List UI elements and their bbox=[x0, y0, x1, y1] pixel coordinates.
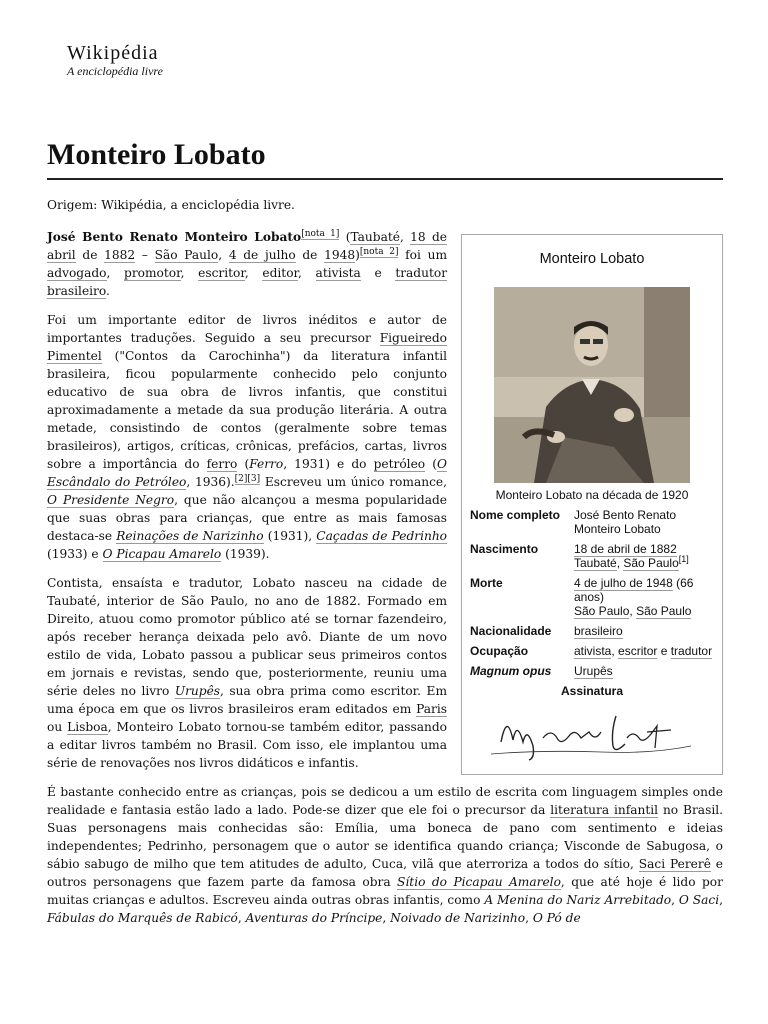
link-ativista[interactable]: ativista bbox=[315, 266, 361, 280]
link-sitio-picapau[interactable]: Sítio do Picapau Amarelo bbox=[397, 875, 561, 889]
link-literatura-infantil[interactable]: literatura infantil bbox=[550, 803, 659, 817]
infobox-row-nascimento: Nascimento 18 de abril de 1882 Taubaté, São Paulo[1] bbox=[470, 542, 689, 570]
link-editor[interactable]: editor bbox=[262, 266, 299, 280]
ref-1[interactable]: [1] bbox=[678, 554, 689, 564]
occupation-escritor-link[interactable]: escritor bbox=[618, 644, 658, 658]
link-urupes[interactable]: Urupês bbox=[174, 684, 221, 698]
origin-line: Origem: Wikipédia, a enciclopédia livre. bbox=[47, 198, 295, 212]
paragraph-4: É bastante conhecido entre as crianças, pois se dedicou a um estilo de escrita com linguagem simples onde realidade e fantasia estão lado a lado. Pode-se dizer que ele foi o precursor da literatura infantil no Brasil. Suas personagens mais conhecidas são: Emília, uma boneca de pano com sentimento e ideias independentes; Pedrinho, personagem que o autor se identifica quando criança; Visconde de Sabugosa, o sábio sabugo de milho que tem atitudes de adulto, Cuca, vilã que aterroriza a todos do sítio, Saci Pererê e outros personagens que fazem parte da famosa obra Sítio do Picapau Amarelo, que até hoje é lido por muitas crianças e adultos. Escreveu ainda outras obras infantis, como A Menina do Nariz Arrebitado, O Saci, Fábulas do Marquês de Rabicó, Aventuras do Príncipe, Noivado de Narizinho, O Pó de bbox=[47, 785, 723, 925]
site-name: Wikipédia bbox=[67, 42, 159, 64]
occupation-tradutor-link[interactable]: tradutor bbox=[670, 644, 713, 658]
link-taubate[interactable]: Taubaté bbox=[350, 230, 400, 244]
link-ferro[interactable]: ferro bbox=[206, 457, 238, 471]
signature-image[interactable] bbox=[481, 702, 703, 764]
portrait-photo[interactable] bbox=[494, 287, 690, 483]
death-date-link[interactable]: 4 de julho de 1948 bbox=[574, 576, 673, 590]
link-figueiredo-pimentel[interactable]: Figueiredo Pimentel bbox=[47, 331, 447, 363]
link-18-abril[interactable]: 18 de abril bbox=[47, 230, 447, 262]
link-picapau-amarelo[interactable]: O Picapau Amarelo bbox=[102, 547, 222, 561]
birth-city-link[interactable]: Taubaté bbox=[574, 556, 617, 570]
link-advogado[interactable]: advogado bbox=[47, 266, 107, 280]
note-2[interactable]: [nota 2] bbox=[359, 246, 399, 257]
site-tagline: A enciclopédia livre bbox=[67, 64, 163, 78]
death-state-link[interactable]: São Paulo bbox=[636, 604, 692, 618]
magnum-opus-link[interactable]: Urupês bbox=[574, 664, 613, 678]
infobox-row-ocupacao: Ocupação ativista, escritor e tradutor bbox=[470, 644, 713, 658]
link-1948[interactable]: 1948 bbox=[324, 248, 356, 262]
infobox-row-magnum-opus: Magnum opus Urupês bbox=[470, 664, 613, 678]
link-brasileiro[interactable]: brasileiro bbox=[47, 284, 107, 298]
page-title: Monteiro Lobato bbox=[47, 134, 723, 180]
link-presidente-negro[interactable]: O Presidente Negro bbox=[47, 493, 175, 507]
infobox-row-nacionalidade: Nacionalidade brasileiro bbox=[470, 624, 623, 638]
link-saci-perere[interactable]: Saci Pererê bbox=[638, 857, 711, 871]
ref-2[interactable]: [2] bbox=[234, 473, 248, 484]
paragraph-3: Contista, ensaísta e tradutor, Lobato nasceu na cidade de Taubaté, interior de São Paulo, no ano de 1882. Formado em Direito, atuou como promotor público até se tornar fazendeiro, após receber herança deixada pelo avô. Diante de um novo estilo de vida, Lobato passou a publicar seus primeiros contos em jornais e revistas, sendo que, posteriormente, reuniu uma série deles no livro Urupês, sua obra prima como escritor. Em uma época em que os livros brasileiros eram editados em Paris ou Lisboa, Monteiro Lobato tornou-se também editor, passando a editar livros também no Brasil. Com isso, ele implantou uma série de renovações nos livros didáticos e infantis. bbox=[47, 576, 447, 770]
article-body bbox=[47, 228, 723, 938]
birth-state-link[interactable]: São Paulo bbox=[623, 556, 679, 570]
link-paris[interactable]: Paris bbox=[416, 702, 447, 716]
paragraph-1: José Bento Renato Monteiro Lobato[nota 1] (Taubaté, 18 de abril de 1882 – São Paulo, 4 de julho de 1948)[nota 2] foi um advogado, promotor, escritor, editor, ativista e tradutor brasileiro. bbox=[47, 228, 448, 298]
link-sao-paulo[interactable]: São Paulo bbox=[154, 248, 219, 262]
infobox-row-morte: Morte 4 de julho de 1948 (66 anos) São Paulo, São Paulo bbox=[470, 576, 694, 618]
link-4-julho[interactable]: 4 de julho bbox=[228, 248, 296, 262]
link-promotor[interactable]: promotor bbox=[124, 266, 181, 280]
link-petroleo[interactable]: petróleo bbox=[373, 457, 426, 471]
ref-3[interactable]: [3] bbox=[247, 473, 261, 484]
link-cacadas-pedrinho[interactable]: Caçadas de Pedrinho bbox=[316, 529, 448, 543]
link-escandalo-petroleo[interactable]: O Escândalo do Petróleo bbox=[47, 457, 447, 489]
link-tradutor[interactable]: tradutor bbox=[395, 266, 448, 280]
link-reinacoes-narizinho[interactable]: Reinações de Narizinho bbox=[116, 529, 264, 543]
link-lisboa[interactable]: Lisboa bbox=[67, 720, 108, 734]
infobox bbox=[461, 234, 723, 775]
infobox-title: Monteiro Lobato bbox=[539, 251, 645, 267]
signature-heading: Assinatura bbox=[560, 684, 624, 698]
death-city-link[interactable]: São Paulo bbox=[574, 604, 630, 618]
photo-caption: Monteiro Lobato na década de 1920 bbox=[495, 488, 689, 502]
birth-date-link[interactable]: 18 de abril de 1882 bbox=[574, 542, 677, 556]
nationality-link[interactable]: brasileiro bbox=[574, 624, 623, 638]
occupation-ativista-link[interactable]: ativista bbox=[574, 644, 612, 658]
link-escritor[interactable]: escritor bbox=[198, 266, 245, 280]
paragraph-2: Foi um importante editor de livros inéditos e autor de importantes traduções. Seguido a seu precursor Figueiredo Pimentel ("Contos da Carochinha") da literatura infantil brasileira, ficou popularmente conhecido pelo conjunto educativo de sua obra de livros infantis, que constitui aproximadamente a metade da sua produção literária. A outra metade, consistindo de contos (geralmente sobre temas brasileiros), artigos, críticas, crônicas, prefácios, cartas, livros sobre a importância do ferro (Ferro, 1931) e do petróleo (O Escândalo do Petróleo, 1936).[2][3] Escreveu um único romance, O Presidente Negro, que não alcançou a mesma popularidade que suas obras para crianças, que entre as mais famosas destaca-se Reinações de Narizinho (1931), Caçadas de Pedrinho (1933) e O Picapau Amarelo (1939). bbox=[47, 313, 448, 561]
infobox-row-nome: Nome completo José Bento Renato Monteiro Lobato bbox=[470, 508, 677, 536]
note-1[interactable]: [nota 1] bbox=[301, 228, 340, 239]
wikipedia-logo[interactable] bbox=[67, 42, 163, 78]
link-1882[interactable]: 1882 bbox=[104, 248, 136, 262]
